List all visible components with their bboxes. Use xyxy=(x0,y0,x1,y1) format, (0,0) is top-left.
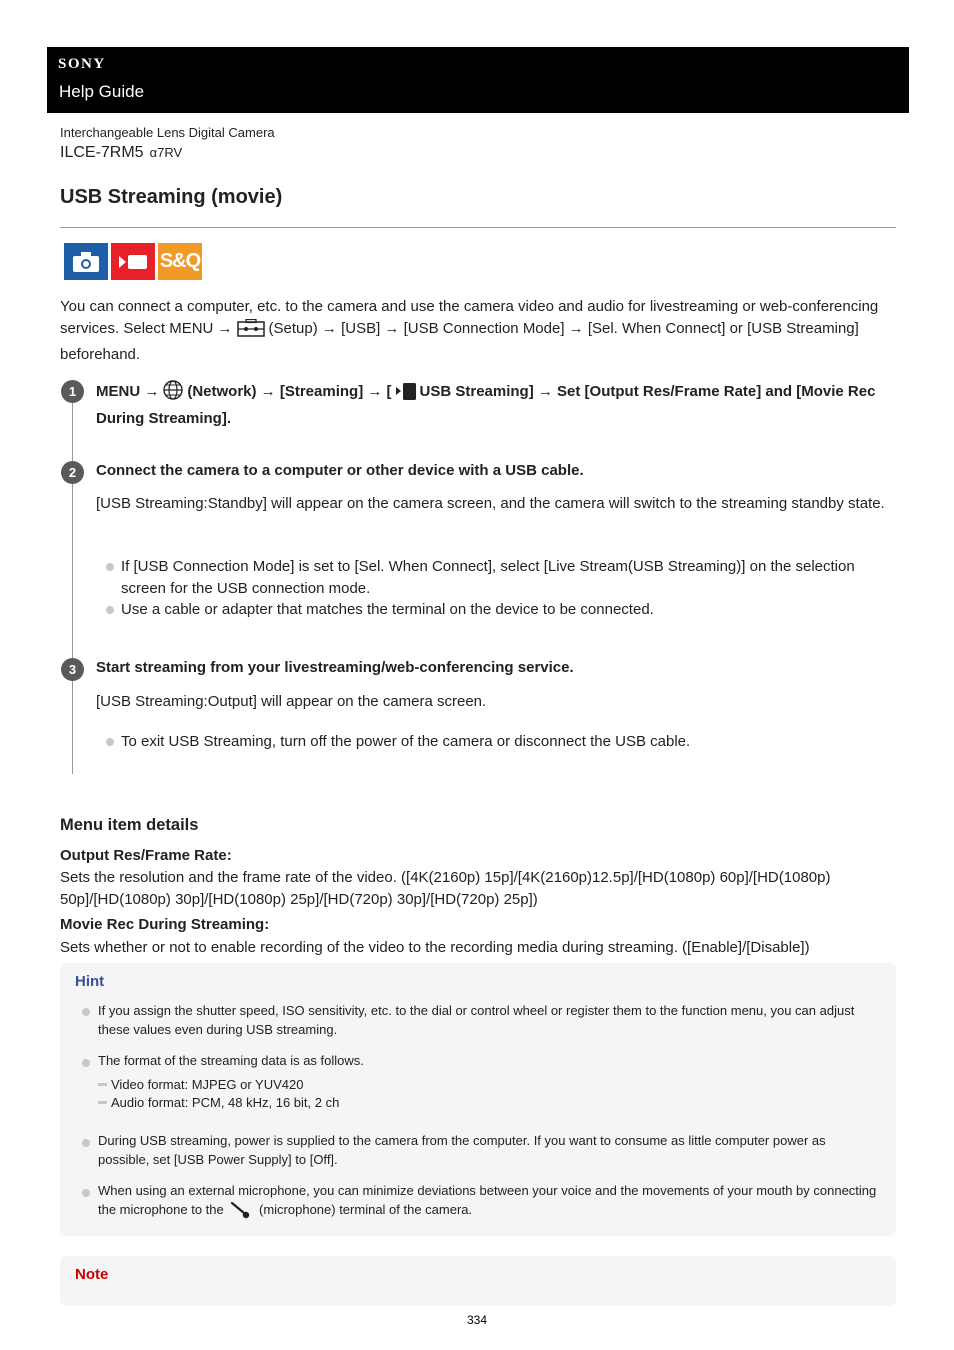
hint-title: Hint xyxy=(75,973,105,990)
step-3-number: 3 xyxy=(61,658,84,681)
sony-logo: SONY xyxy=(58,56,106,72)
note-title: Note xyxy=(75,1266,109,1283)
step-1-title xyxy=(96,379,896,430)
hint-item-4 xyxy=(98,1182,878,1224)
hint-subitem-video: Video format: MJPEG or YUV420 xyxy=(98,1076,303,1094)
list-item: Use a cable or adapter that matches the terminal on the device to be connected. xyxy=(96,599,896,621)
list-item: To exit USB Streaming, turn off the power of the camera or disconnect the USB cable. xyxy=(96,731,896,753)
movie-icon xyxy=(395,381,417,408)
step-1-title-c: USB Streaming] → Set [Output Res/Frame Rate] and [Movie Rec During Streaming]. xyxy=(96,383,876,427)
hint-subitem-audio: Audio format: PCM, 48 kHz, 16 bit, 2 ch xyxy=(98,1094,339,1112)
term-movie-rec: Movie Rec During Streaming: xyxy=(60,916,270,933)
step-3-bullets xyxy=(96,731,896,753)
page-title: USB Streaming (movie) xyxy=(60,186,283,208)
movie-mode-icon xyxy=(111,243,155,280)
step-2-title: Connect the camera to a computer or other device with a USB cable. xyxy=(96,462,584,479)
shooting-mode-icons xyxy=(64,243,202,280)
term-output-res: Output Res/Frame Rate: xyxy=(60,847,232,864)
hint-item-1: If you assign the shutter speed, ISO sensitivity, etc. to the dial or control wheel or register them to the function menu, you can adjust these values even during USB streaming. xyxy=(98,1003,855,1037)
sq-mode-icon: S&Q xyxy=(158,243,202,280)
bullet-dot xyxy=(82,1059,90,1067)
microphone-icon xyxy=(230,1201,252,1225)
hint-mic-b: (microphone) terminal of the camera. xyxy=(259,1201,473,1217)
page-number: 334 xyxy=(466,1313,488,1327)
note-box xyxy=(60,1256,896,1306)
model-number: ILCE-7RM5 xyxy=(60,144,144,161)
def-output-res: Sets the resolution and the frame rate of the video. ([4K(2160p) 15p]/[4K(2160p)12.5p]/[HD(1080p) 60p]/[HD(1080p) 50p]/[HD(1080p) 30p]/[HD(1080p) 25p]/[HD(720p) 30p]/[HD(720p) 25p]) xyxy=(60,869,831,908)
intro-part2: (Setup) → [USB] → [USB Connection Mode] → [Sel. When Connect] or [USB Streaming] beforehand. xyxy=(60,320,859,363)
product-model xyxy=(60,144,182,162)
help-guide-title: Help Guide xyxy=(59,82,145,101)
title-divider xyxy=(60,227,896,228)
intro-text xyxy=(60,296,896,366)
bullet-dot xyxy=(82,1008,90,1016)
bullet-dot xyxy=(82,1189,90,1197)
bullet-dot xyxy=(82,1139,90,1147)
step-2-body: [USB Streaming:Standby] will appear on the camera screen, and the camera will switch to the streaming standby state. xyxy=(96,495,885,512)
hint-box xyxy=(60,963,896,1236)
step-2-bullets xyxy=(96,556,896,621)
intro-part1: You can connect a computer, etc. to the camera and use the camera video and audio for livestreaming or web-conferencing services. Select MENU → xyxy=(60,298,879,337)
header-bar xyxy=(47,47,909,113)
product-type: Interchangeable Lens Digital Camera xyxy=(60,125,275,140)
list-item: If [USB Connection Mode] is set to [Sel. When Connect], select [Live Stream(USB Streaming)] on the selection screen for the USB connection mode. xyxy=(96,556,896,599)
step-3-title: Start streaming from your livestreaming/web-conferencing service. xyxy=(96,659,574,676)
menu-details-heading: Menu item details xyxy=(60,816,199,834)
hint-mic-a: When using an external microphone, you can minimize deviations between your voice and the movements of your mouth by connecting the microphone to the xyxy=(98,1183,877,1217)
network-globe-icon xyxy=(162,379,184,408)
hint-item-2: The format of the streaming data is as follows. xyxy=(98,1053,364,1068)
step-1-number: 1 xyxy=(61,380,84,403)
model-alias: α7RV xyxy=(149,145,183,160)
def-movie-rec: Sets whether or not to enable recording of the video to the recording media during streaming. ([Enable]/[Disable]) xyxy=(60,939,810,956)
step-3-body: [USB Streaming:Output] will appear on the camera screen. xyxy=(96,693,487,710)
setup-icon xyxy=(237,319,265,344)
step-1-title-a: MENU → xyxy=(96,383,160,400)
step-2-number: 2 xyxy=(61,461,84,484)
steps-timeline xyxy=(72,392,73,774)
camera-mode-icon xyxy=(64,243,108,280)
step-1-title-b: (Network) → [Streaming] → [ xyxy=(187,383,392,400)
hint-item-3: During USB streaming, power is supplied to the camera from the computer. If you want to consume as little computer power as possible, set [USB Power Supply] to [Off]. xyxy=(98,1133,826,1167)
